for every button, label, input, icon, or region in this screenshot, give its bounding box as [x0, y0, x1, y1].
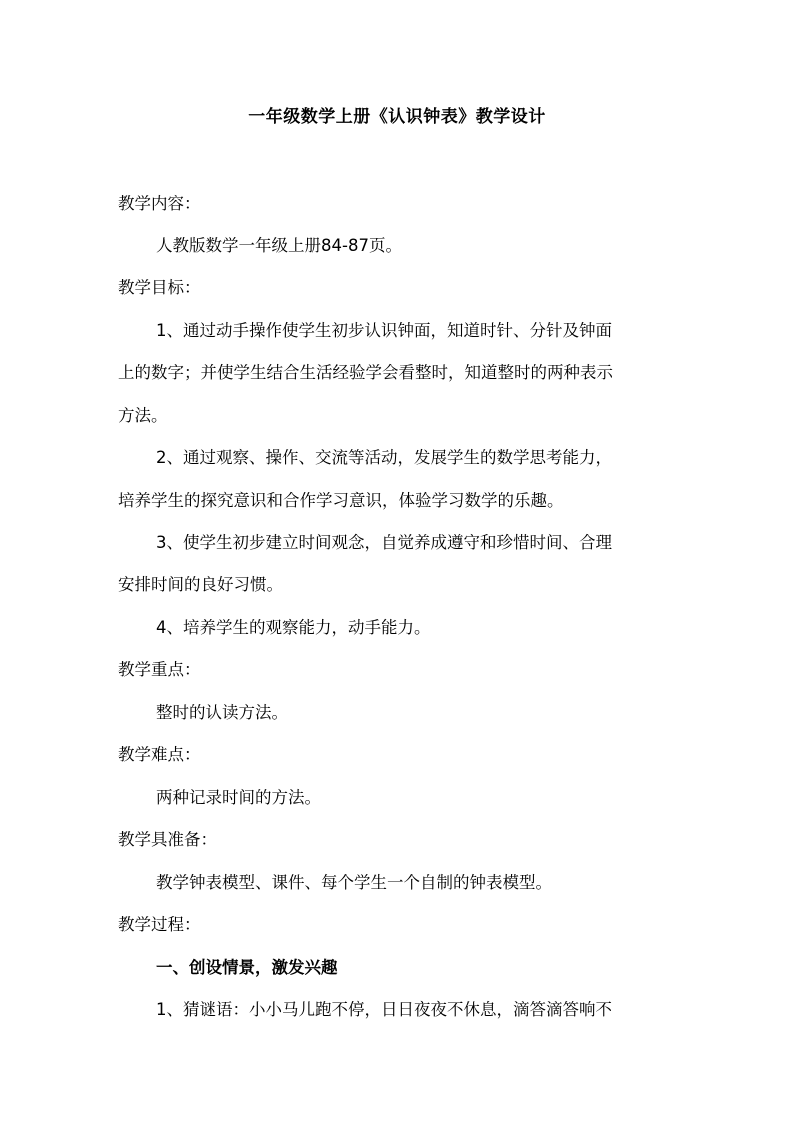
objective-3-line-2: 安排时间的良好习惯。 — [118, 575, 283, 594]
section-heading-content: 教学内容： — [118, 194, 201, 213]
paragraph-key-points: 整时的认读方法。 — [156, 703, 288, 722]
section-heading-key-points: 教学重点： — [118, 660, 201, 679]
paragraph-difficulties: 两种记录时间的方法。 — [156, 788, 321, 807]
document-title: 一年级数学上册《认识钟表》教学设计 — [248, 107, 546, 127]
section-heading-materials: 教学具准备： — [118, 830, 217, 849]
section-heading-objectives: 教学目标： — [118, 278, 201, 297]
objective-1-line-1: 1、通过动手操作使学生初步认识钟面，知道时针、分针及钟面 — [156, 321, 612, 340]
process-step-1-line-1: 1、猜谜语：小小马儿跑不停，日日夜夜不休息，滴答滴答响不 — [156, 1000, 612, 1019]
objective-1-line-2: 上的数字；并使学生结合生活经验学会看整时，知道整时的两种表示 — [118, 363, 613, 382]
paragraph-content: 人教版数学一年级上册84-87页。 — [156, 236, 402, 255]
objective-4-line-1: 4、培养学生的观察能力，动手能力。 — [156, 618, 431, 637]
objective-3-line-1: 3、使学生初步建立时间观念，自觉养成遵守和珍惜时间、合理 — [156, 533, 612, 552]
paragraph-materials: 教学钟表模型、课件、每个学生一个自制的钟表模型。 — [156, 873, 552, 892]
objective-2-line-2: 培养学生的探究意识和合作学习意识，体验学习数学的乐趣。 — [118, 491, 564, 510]
subheading-process-1: 一、创设情景，激发兴趣 — [156, 958, 338, 977]
objective-2-line-1: 2、通过观察、操作、交流等活动，发展学生的数学思考能力， — [156, 448, 612, 467]
section-heading-difficulties: 教学难点： — [118, 745, 201, 764]
objective-1-line-3: 方法。 — [118, 406, 168, 425]
section-heading-process: 教学过程： — [118, 915, 201, 934]
